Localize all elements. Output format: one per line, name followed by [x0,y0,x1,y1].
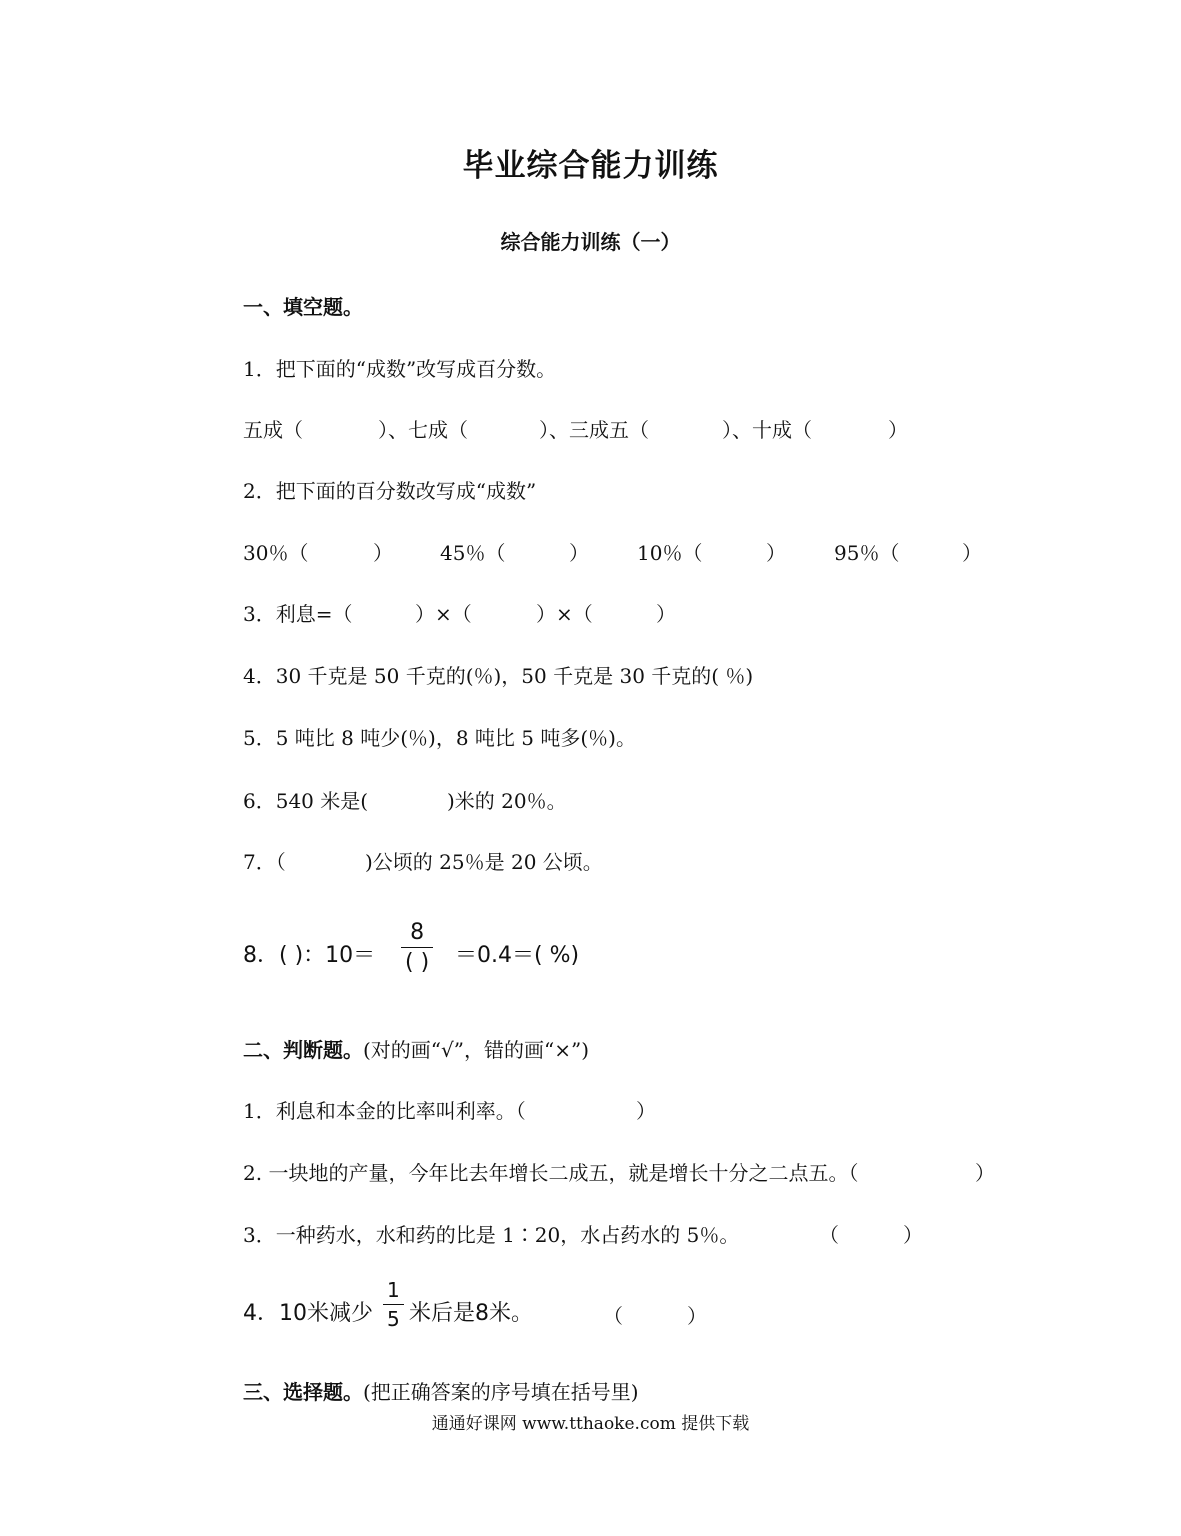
q2-item-10: 10％（ [637,541,703,565]
section-choice-title: 三、选择题。 [243,1380,363,1404]
q3-part-1: 3．利息=（ [243,602,353,626]
j1-text: 1．利息和本金的比率叫利率。（ [243,1099,526,1123]
q7-part-1: 7．（ [243,850,286,874]
j1-close: ） [636,1099,656,1123]
q1-part-5: ） [888,418,908,442]
q2-item-45: 45％（ [440,541,506,565]
j4-denominator: 5 [387,1307,400,1331]
j4-open: （ [603,1304,623,1328]
section-choice-note: (把正确答案的序号填在括号里) [363,1380,639,1404]
j4-fraction-bar [383,1304,404,1305]
j4-tail: 米后是8米。 [409,1301,533,1326]
j2-text: 2. 一块地的产量，今年比去年增长二成五，就是增长十分之二点五。（ [243,1161,859,1185]
q6-part-1: 6．540 米是( [243,789,369,813]
j3-close: ） [903,1223,923,1247]
question-1: 1．把下面的“成数”改写成百分数。 [243,357,557,381]
q6-part-2: )米的 20％。 [447,789,567,813]
q1-part-2: ）、七成（ [378,418,468,442]
section-true-false-title: 二、判断题。 [243,1038,363,1062]
section-true-false-note: (对的画“√”，错的画“×”) [363,1038,590,1062]
page-title: 毕业综合能力训练 [462,148,719,184]
q8-fraction-bar [401,947,433,948]
q3-part-3: ）×（ [536,602,593,626]
q8-numerator: 8 [410,920,425,945]
q8-denominator: ( ) [405,950,430,975]
q8-tail: ＝0.4＝( %) [455,943,580,968]
q2-item-30: 30％（ [243,541,309,565]
j4-lead: 4．10米减少 [243,1301,373,1326]
j4-numerator: 1 [387,1278,400,1302]
q1-part-3: ）、三成五（ [539,418,649,442]
q3-part-2: ）×（ [415,602,472,626]
q3-part-4: ） [656,602,676,626]
question-2: 2．把下面的百分数改写成“成数” [243,479,537,503]
question-4: 4．30 千克是 50 千克的(％)，50 千克是 30 千克的( ％) [243,664,754,688]
j3-open: （ [819,1223,839,1247]
j4-close: ） [687,1304,707,1328]
q2-close-1: ） [373,541,393,565]
j2-close: ） [975,1161,995,1185]
q1-part-4: ）、十成（ [722,418,812,442]
page-subtitle: 综合能力训练（一） [500,230,681,254]
footer-credit: 通通好课网 www.tthaoke.com 提供下载 [431,1414,750,1434]
q1-part-1: 五成（ [243,418,303,442]
section-fill-blank-title: 一、填空题。 [243,295,363,319]
question-5: 5．5 吨比 8 吨少(％)，8 吨比 5 吨多(％)。 [243,726,636,750]
j3-text: 3．一种药水，水和药的比是 1∶20，水占药水的 5％。 [243,1223,740,1247]
q8-lead: 8．( )：10＝ [243,943,376,968]
q2-close-4: ） [962,541,982,565]
q8-fraction [401,920,433,975]
q2-close-2: ） [569,541,589,565]
q2-item-95: 95％（ [834,541,900,565]
j4-fraction [383,1278,404,1331]
q7-part-2: )公顷的 25％是 20 公顷。 [365,850,603,874]
section-true-false-heading [243,1034,589,1063]
section-fill-blank-heading [243,291,363,320]
section-choice-heading [243,1376,639,1405]
q2-close-3: ） [766,541,786,565]
